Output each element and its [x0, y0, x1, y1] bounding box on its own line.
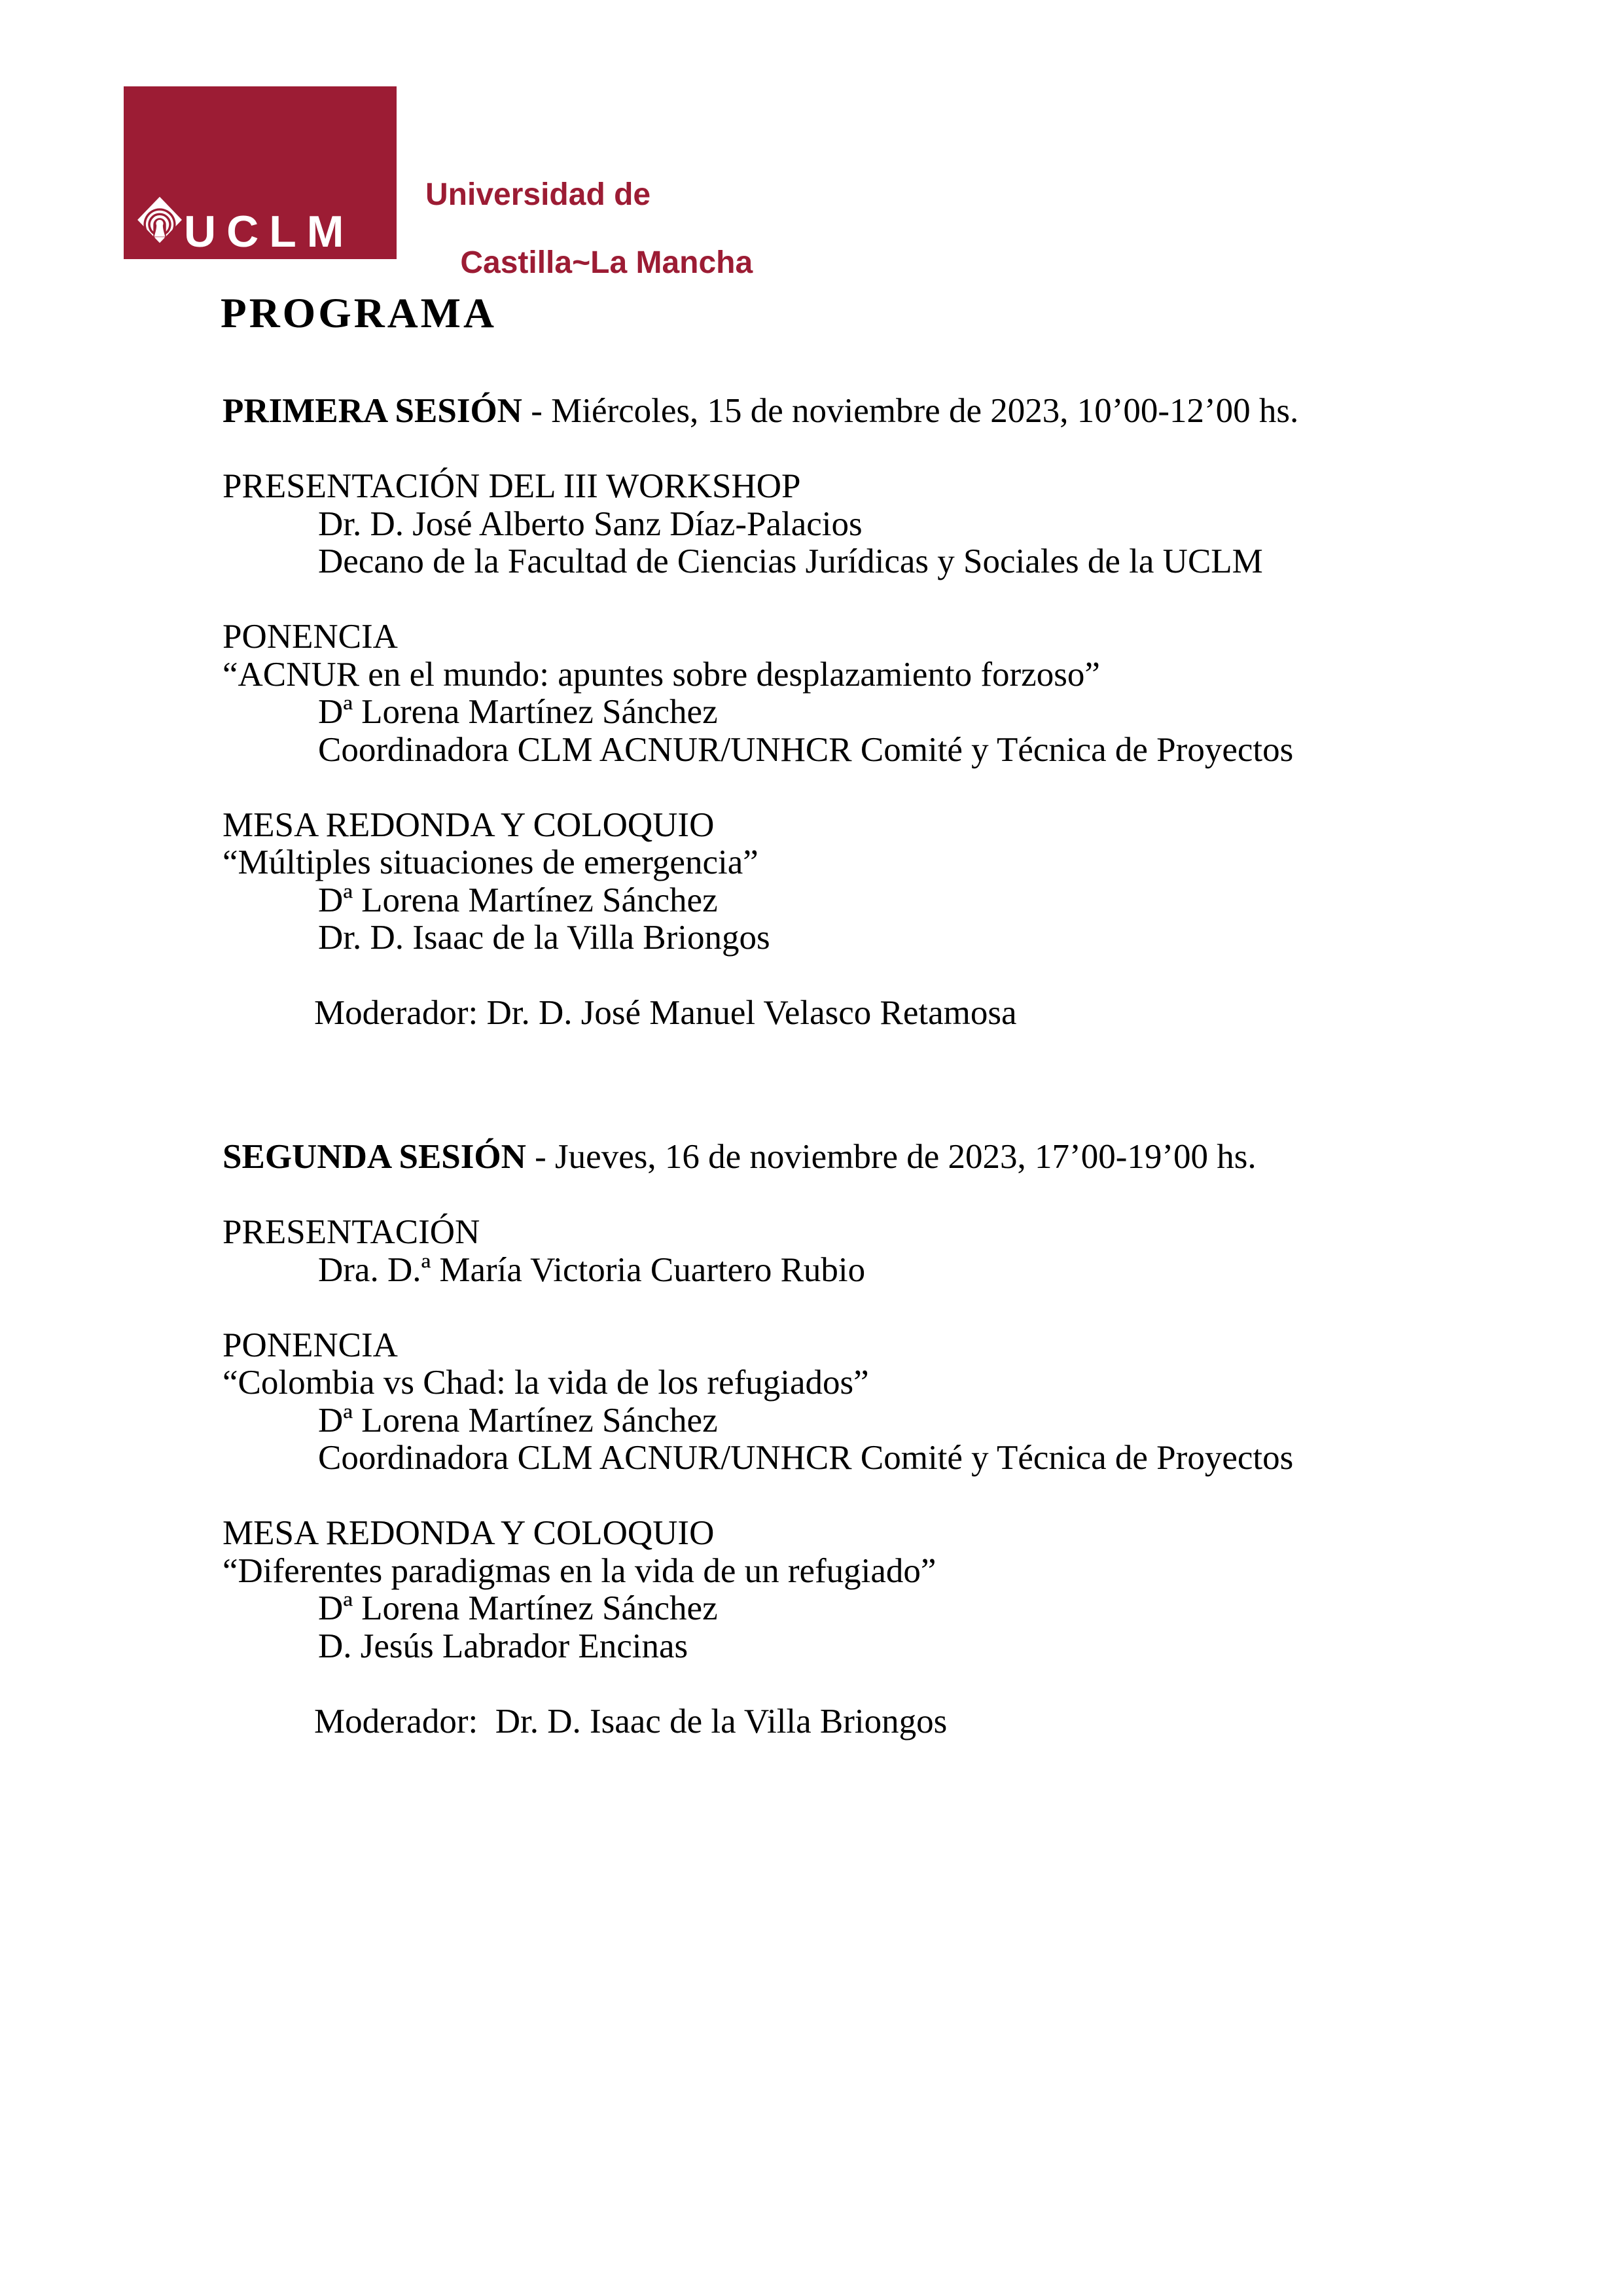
program-line: PRESENTACIÓN	[223, 1213, 480, 1251]
program-line: Dª Lorena Martínez Sánchez	[318, 693, 718, 731]
blank-line	[0, 581, 1623, 619]
program-line: “Múltiples situaciones de emergencia”	[223, 843, 758, 881]
program-line: Coordinadora CLM ACNUR/UNHCR Comité y Técnica de Proyectos	[318, 730, 1294, 769]
blank-line	[0, 1176, 1623, 1214]
session-1-block	[0, 393, 1623, 1033]
program-line: PONENCIA	[223, 618, 398, 656]
program-line: PRIMERA SESIÓN - Miércoles, 15 de noviembre de 2023, 10’00-12’00 hs.	[223, 392, 1299, 430]
page-title: PROGRAMA	[221, 289, 497, 337]
program-line: “Colombia vs Chad: la vida de los refugiados”	[223, 1364, 869, 1402]
uclm-logo	[124, 86, 397, 259]
program-line: MESA REDONDA Y COLOQUIO	[223, 805, 715, 844]
mezquita-arch-icon	[137, 196, 183, 243]
program-line: D. Jesús Labrador Encinas	[318, 1627, 688, 1665]
blank-line	[0, 769, 1623, 807]
university-name-line1: Universidad de	[425, 177, 651, 212]
program-line: PRESENTACIÓN DEL III WORKSHOP	[223, 467, 801, 505]
program-line: Dr. D. Isaac de la Villa Briongos	[318, 919, 770, 957]
program-line: “Diferentes paradigmas en la vida de un refugiado”	[223, 1551, 936, 1590]
blank-line	[0, 1289, 1623, 1327]
program-line: Moderador: Dr. D. José Manuel Velasco Retamosa	[314, 994, 1017, 1032]
program-line: Coordinadora CLM ACNUR/UNHCR Comité y Técnica de Proyectos	[318, 1439, 1294, 1477]
program-line: MESA REDONDA Y COLOQUIO	[223, 1514, 715, 1552]
program-line: Decano de la Facultad de Ciencias Jurídicas y Sociales de la UCLM	[318, 542, 1263, 580]
program-line: PONENCIA	[223, 1326, 398, 1364]
university-name-line2: Castilla~La Mancha	[460, 245, 753, 280]
program-line: Moderador: Dr. D. Isaac de la Villa Briongos	[314, 1702, 948, 1740]
program-line: SEGUNDA SESIÓN - Jueves, 16 de noviembre de 2023, 17’00-19’00 hs.	[223, 1138, 1257, 1176]
program-line: Dra. D.ª María Victoria Cuartero Rubio	[318, 1250, 866, 1289]
program-line: Dr. D. José Alberto Sanz Díaz-Palacios	[318, 504, 863, 543]
blank-line	[0, 957, 1623, 995]
program-line: Dª Lorena Martínez Sánchez	[318, 1401, 718, 1439]
program-line: Dª Lorena Martínez Sánchez	[318, 1589, 718, 1627]
blank-line	[0, 1665, 1623, 1703]
uclm-acronym: UCLM	[184, 207, 355, 256]
blank-line	[0, 431, 1623, 468]
session-2-block	[0, 1139, 1623, 1740]
program-line: “ACNUR en el mundo: apuntes sobre desplazamiento forzoso”	[223, 655, 1100, 694]
program-line: Dª Lorena Martínez Sánchez	[318, 881, 718, 919]
blank-line	[0, 1477, 1623, 1515]
